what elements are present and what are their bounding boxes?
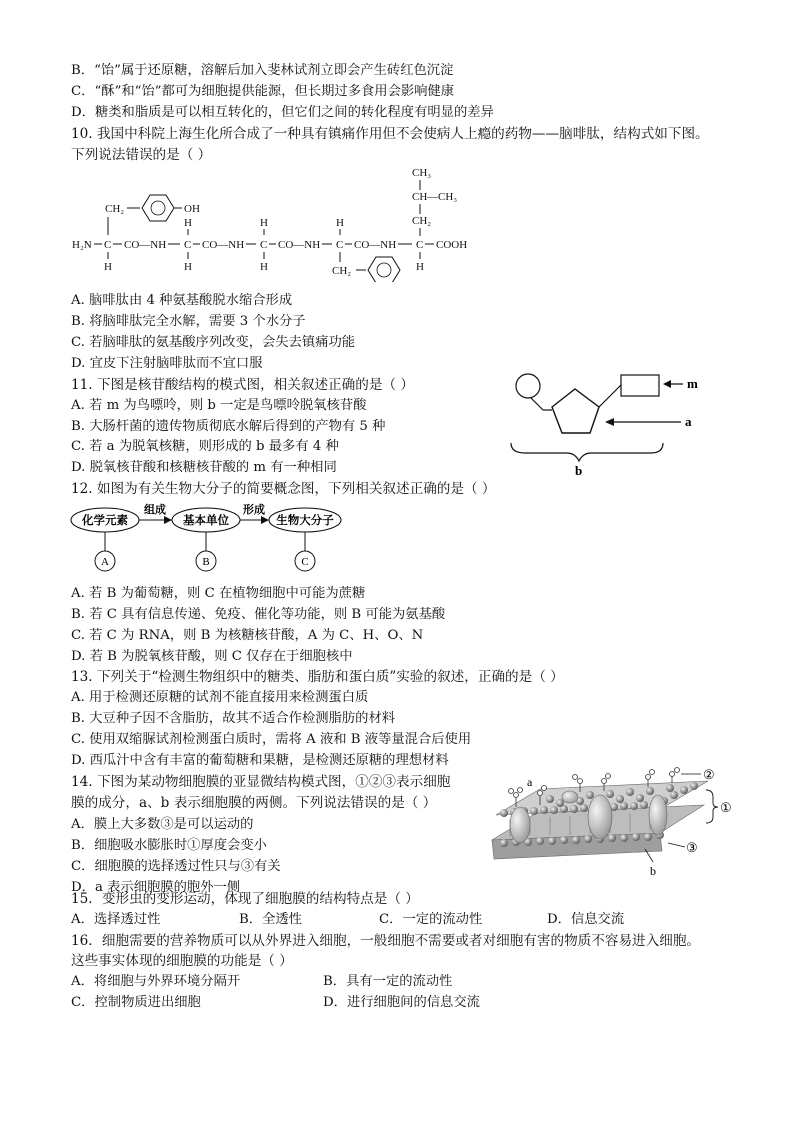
brace-b [511, 443, 663, 461]
circle-a-label: A [101, 556, 109, 568]
q16-stem-line2: 这些事实体现的细胞膜的功能是（ ） [71, 953, 293, 969]
formula-c1: C [104, 239, 112, 251]
formula-c2: C [184, 239, 192, 251]
label-3: ③ [686, 840, 698, 855]
label-1: ① [720, 800, 732, 815]
q14-stem-line1: 14. 下图为某动物细胞膜的亚显微结构模式图，①②③表示细胞 [71, 774, 451, 790]
q13-option-b: B. 大豆种子因不含脂肪，故其不适合作检测脂肪的材料 [71, 711, 396, 726]
circle-b-label: B [202, 556, 210, 568]
q16-option-b: B．具有一定的流动性 [323, 974, 453, 989]
q9-option-c: C．“酥”和“饴”都可为细胞提供能源，但长期过多食用会影响健康 [71, 84, 455, 99]
formula-c3: C [260, 239, 268, 251]
q16-stem-line1: 16．细胞需要的营养物质可以从外界进入细胞，一般细胞不需要或者对细胞有害的物质不容易进入细胞。 [71, 933, 701, 949]
q11-option-a: A. 若 m 为鸟嘌呤，则 b 一定是鸟嘌呤脱氧核苷酸 [71, 398, 367, 413]
formula-h-bottom-3: H [260, 261, 268, 273]
q10-option-c: C. 若脑啡肽的氨基酸序列改变，会失去镇痛功能 [71, 335, 356, 350]
box2-label: 基本单位 [183, 515, 229, 527]
q13-stem: 13. 下列关于“检测生物组织中的糖类、脂肪和蛋白质”实验的叙述，正确的是（ ） [71, 669, 564, 685]
formula-ch: CH [412, 191, 428, 203]
label-side-a: a [527, 775, 533, 789]
q13-option-a: A. 用于检测还原糖的试剂不能直接用来检测蛋白质 [71, 690, 369, 705]
q15-option-c: C．一定的流动性 [379, 912, 483, 927]
label-a: a [685, 414, 692, 429]
formula-h2n: H₂N [72, 239, 92, 251]
label-m: m [687, 376, 698, 391]
label-2: ② [703, 767, 715, 782]
q16-option-c: C．控制物质进出细胞 [71, 995, 201, 1010]
q11-option-c: C. 若 a 为脱氧核糖，则形成的 b 最多有 4 种 [71, 439, 339, 454]
formula-c5: C [416, 239, 424, 251]
q13-option-d: D. 西瓜汁中含有丰富的葡萄糖和果糖，是检测还原糖的理想材料 [71, 753, 449, 768]
formula-h-top-2: H [184, 217, 192, 229]
q16-option-a: A．将细胞与外界环境分隔开 [71, 974, 241, 989]
formula-ch3-top: CH₃ [412, 167, 432, 179]
formula-ch2-r1: CH₂ [105, 203, 125, 215]
q10-option-a: A. 脑啡肽由 4 种氨基酸脱水缩合形成 [71, 293, 293, 308]
q14-option-a: A．膜上大多数③是可以运动的 [71, 817, 254, 832]
q14-option-b: B．细胞吸水膨胀时①厚度会变小 [71, 838, 267, 853]
formula-h-top-4: H [336, 217, 344, 229]
box1-label: 化学元素 [82, 515, 128, 527]
q10-option-d: D. 宜皮下注射脑啡肽而不宜口服 [71, 356, 263, 371]
enkephalin-structural-formula [60, 162, 490, 282]
box3-label: 生物大分子 [276, 515, 334, 527]
q12-option-c: C. 若 C 为 RNA，则 B 为核糖核苷酸，A 为 C、H、O、N [71, 628, 424, 643]
macromolecule-concept-diagram [68, 500, 378, 575]
formula-ch3-right: —CH₃ [427, 191, 458, 203]
q15-option-b: B．全透性 [239, 912, 302, 927]
q14-stem-line2: 膜的成分，a、b 表示细胞膜的两侧。下列说法错误的是（ ） [71, 795, 437, 811]
formula-h-top-3: H [260, 217, 268, 229]
pentose-pentagon [552, 389, 599, 433]
q10-option-b: B. 将脑啡肽完全水解，需要 3 个水分子 [71, 314, 306, 329]
q9-option-d: D．糖类和脂质是可以相互转化的，但它们之间的转化程度有明显的差异 [71, 105, 494, 120]
q12-option-b: B. 若 C 具有信息传递、免疫、催化等功能，则 B 可能为氨基酸 [71, 607, 446, 622]
base-rect [621, 375, 659, 396]
q14-option-c: C．细胞膜的选择透过性只与③有关 [71, 859, 281, 874]
q11-option-d: D. 脱氧核苷酸和核糖核苷酸的 m 有一种相同 [71, 460, 337, 475]
label-side-b: b [650, 864, 656, 878]
q13-option-c: C. 使用双缩脲试剂检测蛋白质时，需将 A 液和 B 液等量混合后使用 [71, 732, 472, 747]
arrow1-label: 组成 [144, 504, 166, 516]
nucleotide-diagram [505, 365, 705, 480]
formula-ch2-r5: CH₂ [412, 215, 432, 227]
q10-stem-line1: 10. 我国中科院上海生化所合成了一种具有镇痛作用但不会使病人上瘾的药物——脑啡肽，结构式如下图。 [71, 126, 709, 142]
q15-stem: 15．变形虫的变形运动，体现了细胞膜的结构特点是（ ） [71, 891, 419, 907]
formula-conh-3: CO—NH [278, 239, 321, 251]
formula-h-bottom-5: H [416, 261, 424, 273]
formula-cooh: COOH [436, 239, 468, 251]
q15-option-a: A．选择透过性 [71, 912, 161, 927]
formula-conh-2: CO—NH [202, 239, 245, 251]
q12-option-a: A. 若 B 为葡萄糖，则 C 在植物细胞中可能为蔗糖 [71, 586, 366, 601]
q9-option-b: B．“饴”属于还原糖，溶解后加入斐林试剂立即会产生砖红色沉淀 [71, 63, 454, 78]
formula-h-bottom-1: H [104, 261, 112, 273]
q11-stem: 11. 下图是核苷酸结构的模式图，相关叙述正确的是（ ） [71, 377, 414, 393]
q11-option-b: B. 大肠杆菌的遗传物质彻底水解后得到的产物有 5 种 [71, 419, 386, 434]
formula-h-bottom-2: H [184, 261, 192, 273]
label-b: b [575, 463, 583, 478]
q15-option-d: D．信息交流 [547, 912, 625, 927]
formula-conh-4: CO—NH [354, 239, 397, 251]
circle-c-label: C [301, 556, 309, 568]
formula-ch2-r4: CH₂ [332, 265, 352, 277]
q10-stem-line2: 下列说法错误的是（ ） [71, 147, 212, 163]
q12-option-d: D. 若 B 为脱氧核苷酸，则 C 仅存在于细胞核中 [71, 649, 353, 664]
formula-c4: C [336, 239, 344, 251]
arrow2-label: 形成 [243, 504, 265, 516]
formula-conh-1: CO—NH [124, 239, 167, 251]
q14-option-d: D．a 表示细胞膜的胞外一侧 [71, 880, 241, 895]
phosphate-circle [516, 374, 540, 398]
q16-option-d: D．进行细胞间的信息交流 [323, 995, 480, 1010]
formula-oh: OH [184, 203, 200, 215]
cell-membrane-diagram [480, 765, 740, 880]
q12-stem: 12. 如图为有关生物大分子的简要概念图，下列相关叙述正确的是（ ） [71, 481, 496, 497]
